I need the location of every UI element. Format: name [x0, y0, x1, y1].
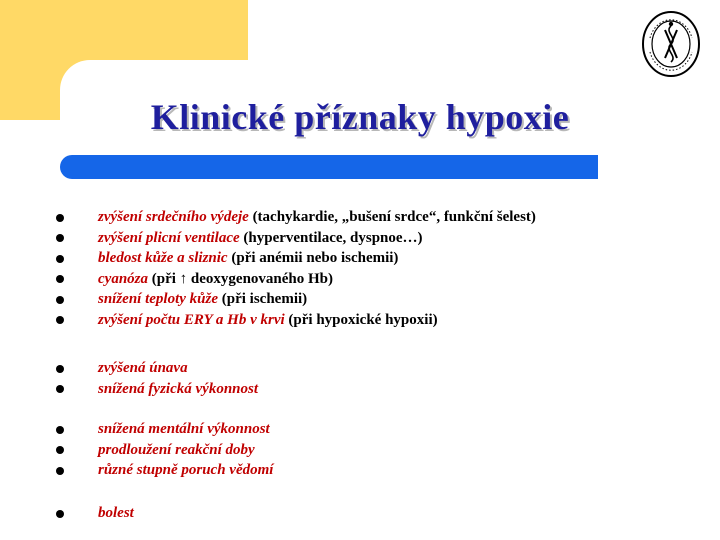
bullet-group-cardio-respiratory — [56, 207, 536, 330]
filled-circle-bullet-icon — [56, 467, 64, 475]
list-item: zvýšení počtu ERY a Hb v krvi (při hypoxické hypoxii) — [56, 310, 536, 331]
list-item: zvýšená únava — [56, 358, 258, 379]
filled-circle-bullet-icon — [56, 214, 64, 222]
filled-circle-bullet-icon — [56, 255, 64, 263]
list-item: prodloužení reakční doby — [56, 440, 273, 461]
list-item: bolest — [56, 503, 134, 524]
bullet-group-mental — [56, 419, 273, 481]
list-item: bledost kůže a sliznic (při anémii nebo ischemii) — [56, 248, 536, 269]
filled-circle-bullet-icon — [56, 510, 64, 518]
filled-circle-bullet-icon — [56, 316, 64, 324]
list-item: zvýšení plicní ventilace (hyperventilace, dyspnoe…) — [56, 228, 536, 249]
list-item: snížená fyzická výkonnost — [56, 379, 258, 400]
list-item: cyanóza (při ↑ deoxygenovaného Hb) — [56, 269, 536, 290]
list-item: snížení teploty kůže (při ischemii) — [56, 289, 536, 310]
filled-circle-bullet-icon — [56, 234, 64, 242]
list-item: různé stupně poruch vědomí — [56, 460, 273, 481]
slide-title: Klinické příznaky hypoxie — [150, 97, 570, 137]
filled-circle-bullet-icon — [56, 275, 64, 283]
filled-circle-bullet-icon — [56, 296, 64, 304]
list-item: zvýšení srdečního výdeje (tachykardie, „bušení srdce“, funkční šelest) — [56, 207, 536, 228]
filled-circle-bullet-icon — [56, 446, 64, 454]
title-underline-bar — [60, 155, 598, 179]
list-item: snížená mentální výkonnost — [56, 419, 273, 440]
filled-circle-bullet-icon — [56, 365, 64, 373]
bullet-group-pain — [56, 503, 134, 524]
bullet-group-physical — [56, 358, 258, 399]
university-seal-icon — [640, 8, 702, 80]
filled-circle-bullet-icon — [56, 385, 64, 393]
filled-circle-bullet-icon — [56, 426, 64, 434]
